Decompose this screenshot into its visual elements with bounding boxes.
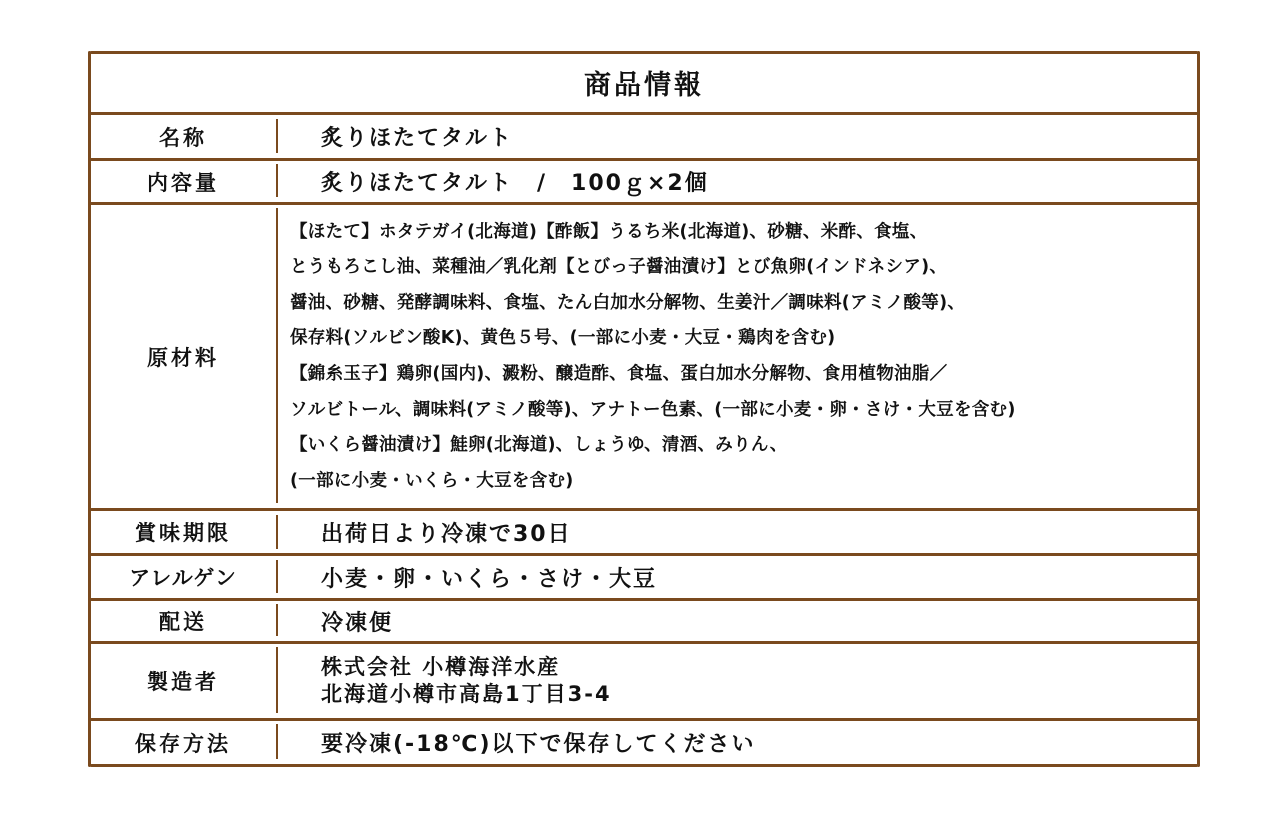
- manufacturer-address: 北海道小樽市高島1丁目3-4: [321, 682, 612, 706]
- column-divider: [276, 515, 278, 549]
- ingredients-line: 醤油、砂糖、発酵調味料、食塩、たん白加水分解物、生姜汁／調味料(アミノ酸等)、: [290, 292, 966, 313]
- row-value-delivery: 冷凍便: [321, 610, 394, 636]
- row-label-allergens: アレルゲン: [129, 566, 237, 590]
- row-value-allergens: 小麦・卵・いくら・さけ・大豆: [321, 566, 658, 592]
- row-value-name: 炙りほたてタルト: [321, 126, 514, 151]
- column-divider: [276, 560, 278, 593]
- ingredients-line: とうもろこし油、菜種油／乳化剤【とびっ子醤油漬け】とび魚卵(インドネシア)、: [290, 257, 948, 278]
- ingredients-line: 保存料(ソルビン酸K)、黄色５号、(一部に小麦・大豆・鶏肉を含む): [290, 328, 836, 349]
- ingredients-line: 【いくら醤油漬け】鮭卵(北海道)、しょうゆ、清酒、みりん、: [290, 435, 788, 456]
- row-label-name: 名称: [159, 125, 207, 150]
- ingredients-line: 【錦糸玉子】鶏卵(国内)、澱粉、醸造酢、食塩、蛋白加水分解物、食用植物油脂／: [290, 364, 948, 384]
- row-value-storage: 要冷凍(-18℃)以下で保存してください: [321, 732, 756, 757]
- column-divider: [276, 208, 278, 503]
- column-divider: [276, 647, 278, 713]
- column-divider: [276, 119, 278, 153]
- column-divider: [276, 164, 278, 197]
- row-label-storage: 保存方法: [135, 731, 231, 756]
- row-value-best-before: 出荷日より冷凍で30日: [321, 521, 572, 547]
- row-value-content: 炙りほたてタルト / 100ｇ×2個: [321, 171, 709, 196]
- row-label-delivery: 配送: [159, 610, 207, 634]
- ingredients-line: (一部に小麦・いくら・大豆を含む): [290, 470, 574, 491]
- ingredients-line: 【ほたて】ホタテガイ(北海道)【酢飯】うるち米(北海道)、砂糖、米酢、食塩、: [290, 221, 928, 242]
- row-value-ingredients: [290, 208, 1195, 506]
- row-label-content: 内容量: [147, 170, 219, 195]
- manufacturer-company: 株式会社 小樽海洋水産: [321, 655, 561, 679]
- table-title: 商品情報: [584, 70, 704, 101]
- row-value-manufacturer: [321, 644, 612, 718]
- table-bottom-border: [90, 764, 1198, 767]
- row-label-manufacturer: 製造者: [147, 670, 219, 694]
- ingredients-line: ソルビトール、調味料(アミノ酸等)、アナトー色素、(一部に小麦・卵・さけ・大豆を含む): [290, 399, 1016, 420]
- row-label-best-before: 賞味期限: [135, 521, 231, 545]
- column-divider: [276, 724, 278, 759]
- product-info-table: [90, 51, 1198, 767]
- row-label-ingredients: 原材料: [147, 345, 219, 370]
- column-divider: [276, 604, 278, 636]
